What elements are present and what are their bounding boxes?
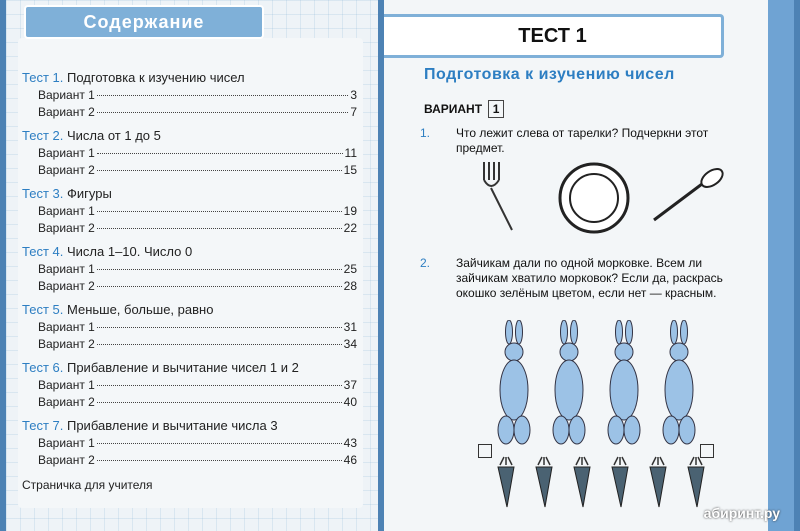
toc-entry-label: Вариант 2 [38, 279, 95, 293]
plate-icon[interactable] [560, 164, 628, 232]
toc-page-number: 3 [350, 88, 357, 102]
variant-number: 1 [488, 100, 504, 118]
bunny-icon [553, 320, 585, 444]
toc-dot-leader [97, 95, 348, 96]
carrot-icon [612, 457, 628, 507]
toc-entry[interactable] [22, 453, 357, 470]
toc-page-number: 28 [343, 279, 357, 293]
toc-heading[interactable] [22, 126, 357, 146]
toc-entry[interactable] [22, 395, 357, 412]
question-text: Зайчикам дали по одной морковке. Всем ли зайчикам хватило морковок? Если да, раскрась окошко зелёным цветом, если нет — красным. [456, 256, 723, 300]
toc-entry[interactable] [22, 436, 357, 453]
toc-entry-label: Вариант 1 [38, 204, 95, 218]
toc-entry-label: Вариант 2 [38, 395, 95, 409]
toc-test-number: Тест 7. [22, 418, 64, 433]
toc-entry[interactable] [22, 320, 357, 337]
toc-dot-leader [97, 402, 342, 403]
toc-dot-leader [97, 460, 342, 461]
toc-entry[interactable] [22, 163, 357, 180]
bunny-icon [498, 320, 530, 444]
toc-entry[interactable] [22, 378, 357, 395]
bunnies-illustration [484, 320, 724, 450]
toc-entry-label: Вариант 2 [38, 221, 95, 235]
toc-heading[interactable] [22, 184, 357, 204]
toc-footer[interactable]: Страничка для учителя [22, 478, 153, 492]
fork-icon[interactable] [484, 162, 512, 230]
toc-test-number: Тест 5. [22, 302, 64, 317]
toc-heading[interactable] [22, 242, 357, 262]
toc-dot-leader [97, 170, 342, 171]
toc-entry-label: Вариант 2 [38, 163, 95, 177]
question-text: Что лежит слева от тарелки? Подчеркни этот предмет. [456, 126, 709, 155]
toc-section [22, 68, 357, 122]
toc-dot-leader [97, 112, 348, 113]
toc-entry[interactable] [22, 105, 357, 122]
toc-section [22, 300, 357, 354]
toc-test-title: Подготовка к изучению чисел [66, 70, 245, 85]
toc-heading[interactable] [22, 300, 357, 320]
toc-page-number: 11 [344, 146, 357, 160]
toc-dot-leader [97, 344, 342, 345]
carrot-icon [650, 457, 666, 507]
toc-page-number: 43 [343, 436, 357, 450]
tableware-illustration [474, 160, 744, 240]
toc-entry-label: Вариант 2 [38, 453, 95, 467]
toc-page-number: 19 [343, 204, 357, 218]
toc-dot-leader [97, 385, 342, 386]
toc-test-title: Числа от 1 до 5 [66, 128, 161, 143]
toc-dot-leader [97, 211, 342, 212]
toc-page-number: 34 [343, 337, 357, 351]
carrots-illustration [484, 455, 724, 510]
toc-heading[interactable] [22, 358, 357, 378]
toc-test-number: Тест 4. [22, 244, 64, 259]
toc-entry[interactable] [22, 88, 357, 105]
toc-test-title: Фигуры [66, 186, 112, 201]
watermark: абиринт.ру [703, 505, 780, 521]
toc-dot-leader [97, 286, 342, 287]
variant-label [424, 100, 504, 118]
toc-dot-leader [97, 153, 343, 154]
toc-page-number: 7 [350, 105, 357, 119]
toc-page-number: 25 [343, 262, 357, 276]
toc-section [22, 358, 357, 412]
question-2 [420, 256, 740, 326]
variant-text: ВАРИАНТ [424, 102, 483, 116]
toc-test-number: Тест 2. [22, 128, 64, 143]
carrot-icon [536, 457, 552, 507]
test-subtitle: Подготовка к изучению чисел [424, 66, 675, 83]
toc-entry-label: Вариант 2 [38, 105, 95, 119]
toc-entry[interactable] [22, 262, 357, 279]
toc-page-number: 31 [343, 320, 357, 334]
left-page [6, 0, 378, 531]
toc-heading[interactable] [22, 416, 357, 436]
toc-entry-label: Вариант 1 [38, 88, 95, 102]
toc-test-number: Тест 6. [22, 360, 64, 375]
page-edge-strip [768, 0, 794, 531]
toc-page-number: 37 [343, 378, 357, 392]
toc-page-number: 46 [343, 453, 357, 467]
toc-entry-label: Вариант 1 [38, 146, 95, 160]
question-number: 1. [420, 126, 431, 140]
toc-test-title: Числа 1–10. Число 0 [66, 244, 193, 259]
carrot-icon [574, 457, 590, 507]
toc-dot-leader [97, 443, 342, 444]
toc-test-number: Тест 1. [22, 70, 64, 85]
table-of-contents [22, 68, 357, 492]
toc-section [22, 242, 357, 296]
toc-test-number: Тест 3. [22, 186, 64, 201]
carrot-icon [688, 457, 704, 507]
bunny-icon [608, 320, 640, 444]
toc-entry-label: Вариант 2 [38, 337, 95, 351]
test-title: ТЕСТ 1 [384, 14, 724, 58]
toc-entry[interactable] [22, 337, 357, 354]
toc-page-number: 15 [343, 163, 357, 177]
toc-section [22, 126, 357, 180]
toc-page-number: 22 [343, 221, 357, 235]
toc-test-title: Прибавление и вычитание числа 3 [66, 418, 278, 433]
toc-entry-label: Вариант 1 [38, 436, 95, 450]
question-number: 2. [420, 256, 431, 270]
toc-section [22, 184, 357, 238]
toc-dot-leader [97, 228, 342, 229]
toc-entry[interactable] [22, 221, 357, 238]
bunny-icon [663, 320, 695, 444]
toc-entry[interactable] [22, 146, 357, 163]
toc-entry-label: Вариант 1 [38, 262, 95, 276]
toc-title: Содержание [24, 5, 264, 39]
toc-entry[interactable] [22, 279, 357, 296]
toc-entry[interactable] [22, 204, 357, 221]
carrot-icon [498, 457, 514, 507]
toc-dot-leader [97, 269, 342, 270]
toc-test-title: Меньше, больше, равно [66, 302, 214, 317]
toc-section [22, 416, 357, 470]
toc-test-title: Прибавление и вычитание чисел 1 и 2 [66, 360, 299, 375]
toc-heading[interactable] [22, 68, 357, 88]
toc-entry-label: Вариант 1 [38, 320, 95, 334]
toc-entry-label: Вариант 1 [38, 378, 95, 392]
right-page [384, 0, 794, 531]
toc-page-number: 40 [343, 395, 357, 409]
spoon-icon[interactable] [654, 165, 726, 220]
toc-dot-leader [97, 327, 342, 328]
